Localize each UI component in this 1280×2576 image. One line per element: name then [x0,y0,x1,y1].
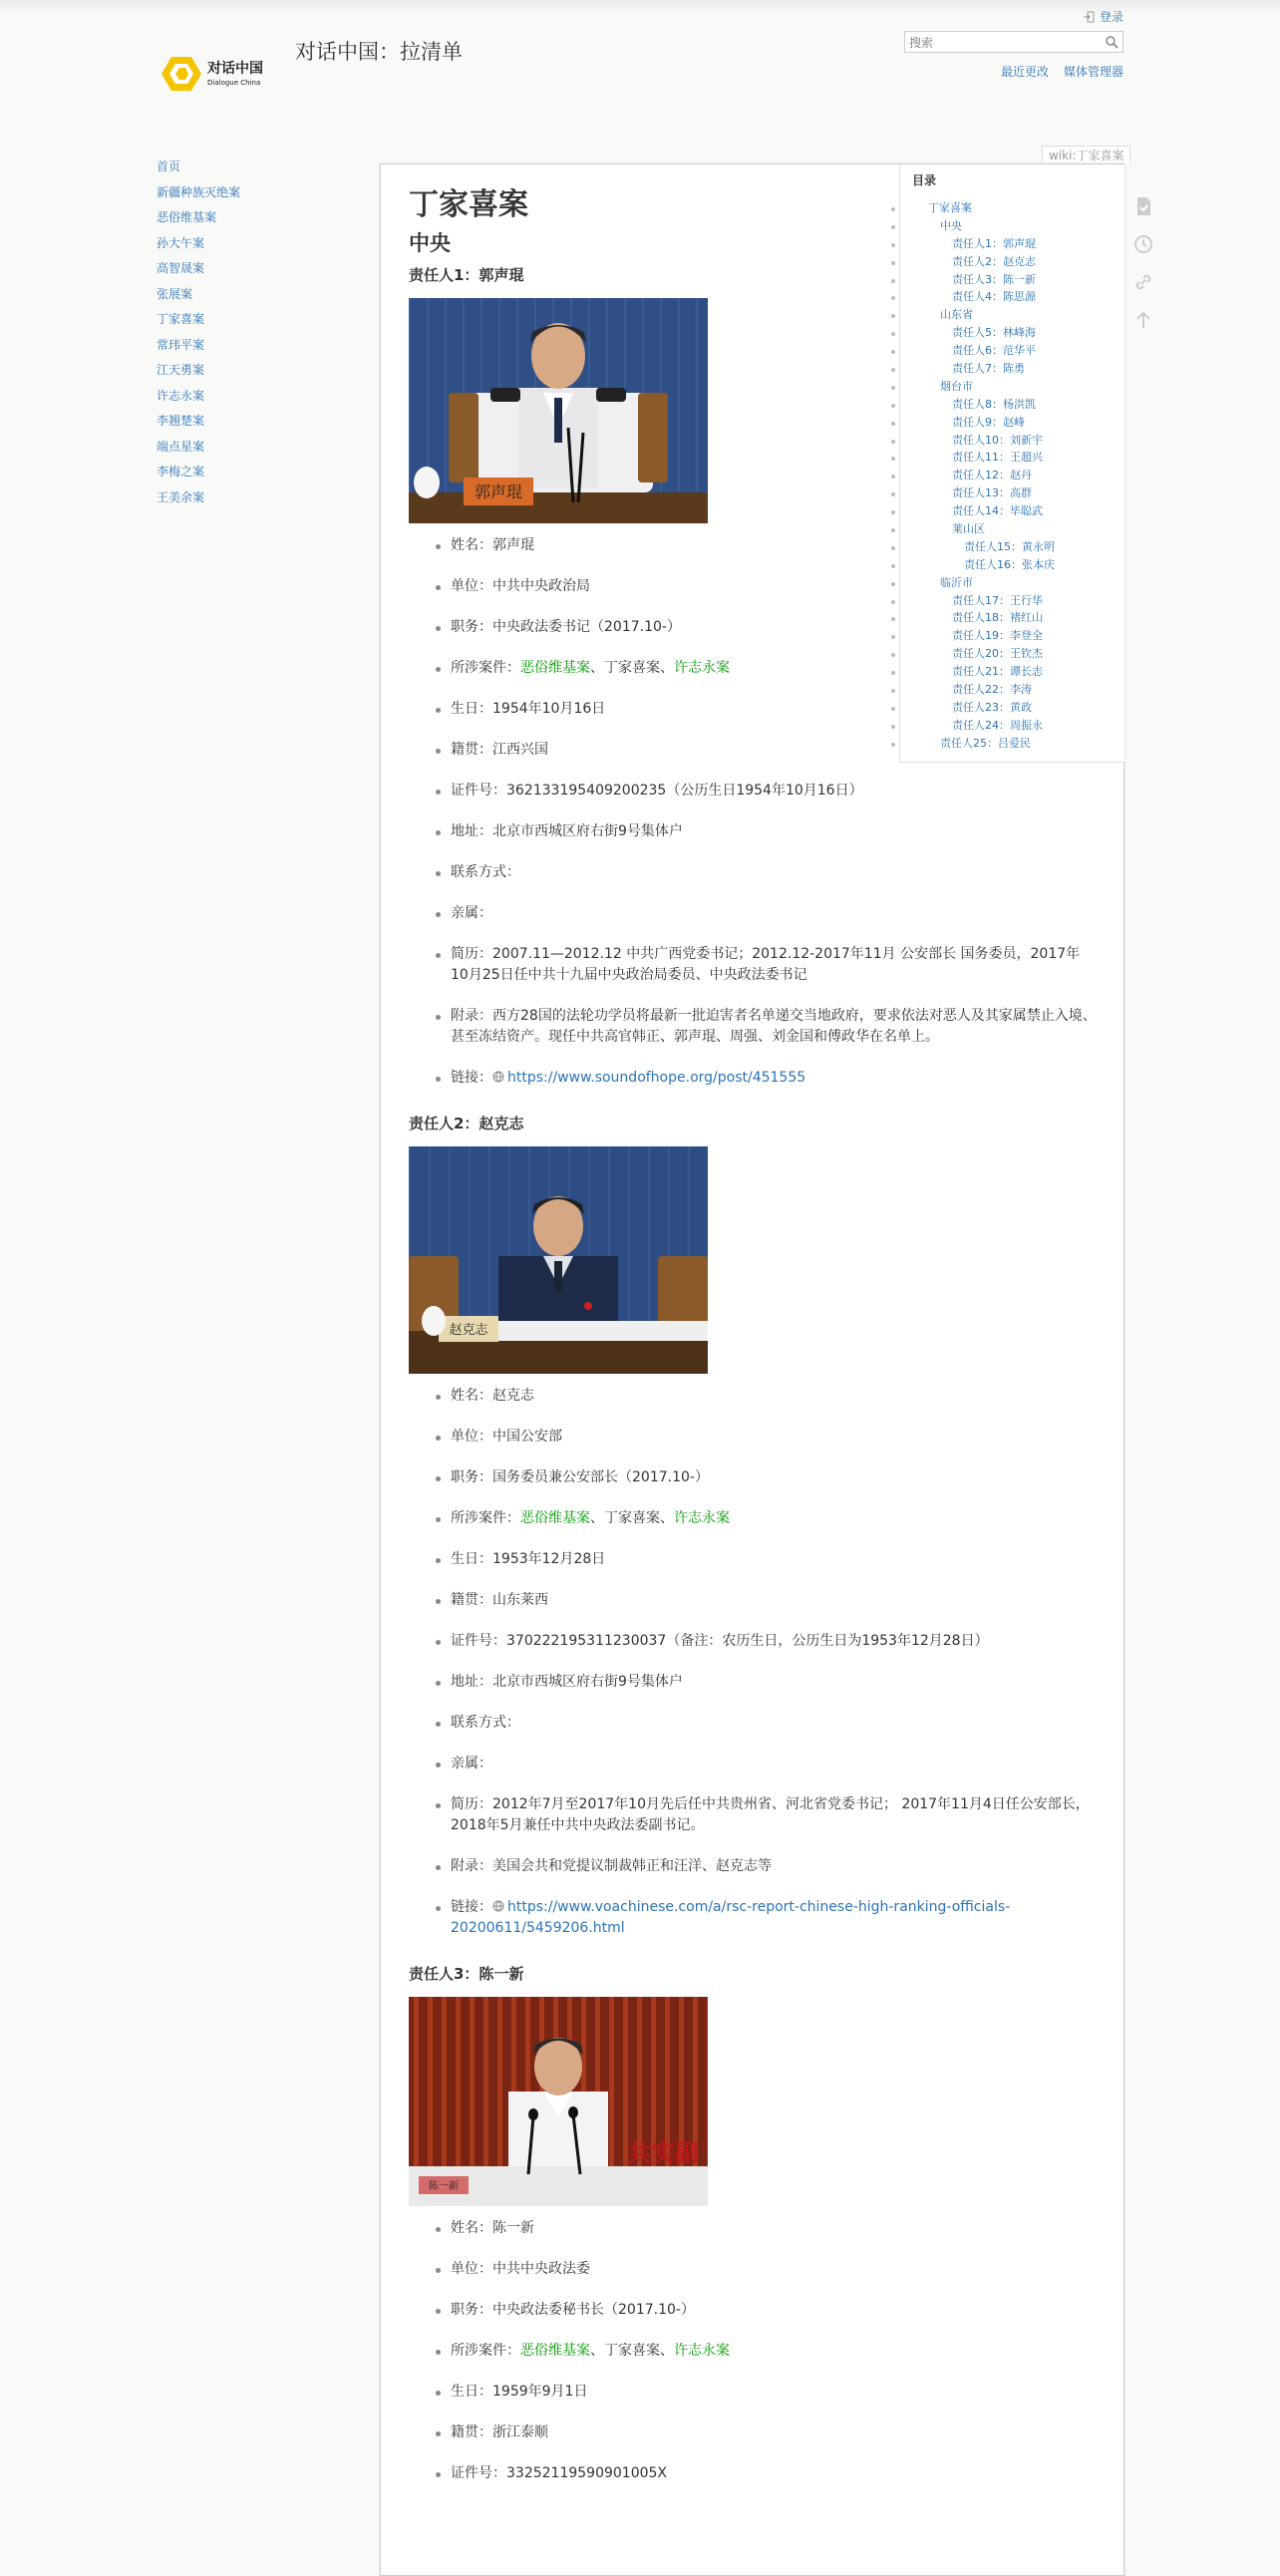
toc-item[interactable]: 责任人8：杨洪凯 [952,397,1036,411]
field-name: 姓名：陈一新 [451,2218,1097,2239]
toc-item[interactable]: 责任人2：赵克志 [952,254,1036,268]
toc-item[interactable]: 责任人24：周振永 [952,718,1043,732]
toc-item[interactable]: 责任人21：谭长志 [952,665,1043,679]
logo-text: 对话中国 [207,61,263,77]
toc-item[interactable]: 责任人6：范华平 [952,344,1036,358]
site-logo[interactable] [160,50,279,98]
toc-item[interactable]: 中央 [940,218,962,232]
official-photo-image [409,1997,708,2206]
toc-item[interactable]: 临沂市 [940,575,973,589]
toc-item[interactable]: 责任人3：陈一新 [952,272,1036,286]
toc-title[interactable]: 目录 [912,173,937,187]
field-birthday: 生日：1959年9月1日 [451,2382,1097,2403]
toc-item[interactable]: 责任人1：郭声琨 [952,236,1036,250]
toc-item[interactable]: 责任人16：张本庆 [964,557,1055,571]
toc-item[interactable]: 责任人23：黄政 [952,700,1032,714]
official-photo-image [409,1146,708,1374]
field-origin: 籍贯：江西兴国 [451,740,1097,761]
search-icon[interactable] [1105,35,1119,49]
field-id-number: 证件号：33252119590901005X [451,2463,1097,2484]
case-link-xu-zhiyong[interactable]: 许志永案 [674,1510,730,1526]
field-name: 姓名：赵克志 [451,1386,1097,1407]
toc-item[interactable]: 责任人17：王行华 [952,593,1043,607]
site-title[interactable]: 对话中国：拉清单 [295,40,463,64]
toc-item[interactable]: 责任人4：陈思源 [952,290,1036,304]
show-source-icon[interactable] [1132,195,1154,217]
wiki-page [380,163,1124,2576]
page-tools [1132,195,1154,347]
case-link-xu-zhiyong[interactable]: 许志永案 [674,2343,730,2359]
toc-item[interactable]: 责任人14：毕聪武 [952,504,1043,518]
case-link-esu-wiki[interactable]: 恶俗维基案 [520,660,590,676]
official-photo-image [409,298,708,523]
sidebar-item-xu-zhiyong[interactable]: 许志永案 [157,388,205,403]
field-resume: 简历：2007.11—2012.12 中共广西党委书记；2012.12-2017年11月 公安部长 国务委员，2017年10月25日任中共十九届中央政治局委员、中央政法委书记 [451,944,1097,986]
field-position: 职务：中央政法委书记（2017.10-） [451,617,1097,638]
nameplate-label: 赵克志 [449,1323,488,1338]
logo-subtext: Dialogue China [207,79,261,87]
external-link[interactable]: https://www.voachinese.com/a/rsc-report-chinese-high-ranking-officials-20200611/5459206.html [451,1899,1011,1936]
sidebar-item-ding-jiaxi[interactable]: 丁家喜案 [157,312,205,326]
media-manager-link[interactable]: 媒体管理器 [1063,65,1123,79]
case-link-esu-wiki[interactable]: 恶俗维基案 [520,1510,590,1526]
history-icon[interactable] [1132,233,1154,255]
toc-item[interactable]: 责任人18：褚红山 [952,611,1043,625]
case-link-esu-wiki[interactable]: 恶俗维基案 [520,2343,590,2359]
person-heading: 责任人3：陈一新 [409,1965,524,1983]
toc-item[interactable]: 山东省 [940,308,973,322]
field-relatives: 亲属： [451,903,1097,924]
sidebar-item-jiang-tianyong[interactable]: 江天勇案 [157,363,205,377]
sidebar-item-wang-meiyu[interactable]: 王美余案 [157,489,205,504]
case-link-xu-zhiyong[interactable]: 许志永案 [674,660,730,676]
toc-item[interactable]: 责任人13：高群 [952,486,1032,500]
nameplate-label: 陈一新 [429,2181,459,2192]
background-banner-text: 共实副 [627,2139,699,2167]
toc-item[interactable]: 责任人7：陈勇 [952,362,1025,376]
field-cases: 所涉案件：恶俗维基案、丁家喜案、许志永案 [451,658,1097,679]
person-heading: 责任人1：郭声琨 [409,266,524,284]
toc-item[interactable]: 责任人5：林峰海 [952,326,1036,340]
field-position: 职务：中央政法委秘书长（2017.10-） [451,2300,1097,2321]
logo-icon [160,50,279,98]
globe-icon [492,1900,504,1912]
toc-item[interactable]: 责任人10：刘新宇 [952,433,1043,447]
search-input[interactable] [905,33,1103,53]
globe-icon [492,1071,504,1083]
person-photo[interactable] [409,298,708,523]
field-position: 职务：国务委员兼公安部长（2017.10-） [451,1467,1097,1488]
field-id-number: 证件号：362133195409200235（公历生日1954年10月16日） [451,781,1097,802]
field-unit: 单位：中国公安部 [451,1427,1097,1448]
toc-item[interactable]: 责任人25：吕爱民 [940,736,1031,750]
field-birthday: 生日：1954年10月16日 [451,699,1097,720]
person-details [409,535,1097,1089]
field-unit: 单位：中共中央政法委 [451,2259,1097,2280]
toc-item[interactable]: 责任人12：赵丹 [952,469,1032,483]
toc-item[interactable]: 责任人22：李涛 [952,683,1032,697]
page-content [409,184,1097,2504]
field-birthday: 生日：1953年12月28日 [451,1549,1097,1570]
backlinks-icon[interactable] [1132,271,1154,293]
sidebar-item-chang-weiping[interactable]: 常玮平案 [157,337,205,352]
sidebar-item-xinjiang[interactable]: 新疆种族灭绝案 [157,184,241,199]
section-heading: 中央 [409,231,451,255]
toc-item[interactable]: 责任人11：王超兴 [952,451,1043,465]
toc-item[interactable]: 责任人20：王钦杰 [952,647,1043,661]
nameplate-label: 郭声琨 [474,483,523,501]
field-appendix: 附录：西方28国的法轮功学员将最新一批迫害者名单递交当地政府，要求依法对恶人及其家属禁止入境、甚至冻结资产。现任中共高官韩正、郭声琨、周强、刘金国和傅政华在名单上。 [451,1006,1097,1048]
site-tools [1001,63,1123,80]
person-photo[interactable] [409,1997,708,2206]
field-link: 链接： https://www.voachinese.com/a/rsc-report-chinese-high-ranking-officials-20200611/5459206.html [451,1897,1097,1939]
field-link: 链接： https://www.soundofhope.org/post/451555 [451,1068,1097,1089]
field-name: 姓名：郭声琨 [451,535,1097,556]
field-contact: 联系方式： [451,862,1097,883]
login-icon [1083,11,1095,23]
toc-item[interactable]: 莱山区 [952,522,985,536]
toc-item[interactable]: 烟台市 [940,379,973,393]
field-address: 地址：北京市西城区府右街9号集体户 [451,1672,1097,1693]
field-resume: 简历：2012年7月至2017年10月先后任中共贵州省、河北省党委书记； 2017年11月4日任公安部长，2018年5月兼任中共中央政法委副书记。 [451,1794,1097,1836]
external-link[interactable]: https://www.soundofhope.org/post/451555 [507,1070,806,1086]
field-cases: 所涉案件：恶俗维基案、丁家喜案、许志永案 [451,1508,1097,1529]
sidebar-item-gao-zhisheng[interactable]: 高智晟案 [157,261,205,275]
field-origin: 籍贯：山东莱西 [451,1590,1097,1611]
sidebar-item-home[interactable]: 首页 [157,160,181,173]
field-id-number: 证件号：370222195311230037（备注：农历生日，公历生日为1953年12月28日） [451,1631,1097,1652]
toc-item[interactable]: 责任人15：黄永明 [964,539,1055,553]
sidebar-item-zhang-zhan[interactable]: 张展案 [157,286,193,301]
sidebar-item-li-qiaochu[interactable]: 李翘楚案 [157,414,205,428]
field-cases: 所涉案件：恶俗维基案、丁家喜案、许志永案 [451,2341,1097,2362]
login-link[interactable] [1083,8,1123,25]
toc-item[interactable]: 责任人19：李登全 [952,629,1043,643]
page-id[interactable]: wiki:丁家喜案 [1042,146,1130,163]
search-box[interactable] [904,31,1123,53]
field-relatives: 亲属： [451,1754,1097,1774]
person-photo[interactable] [409,1146,708,1374]
sidebar-item-sun-dawu[interactable]: 孙大午案 [157,235,205,250]
person-details [409,2218,1097,2484]
toc-item[interactable]: 责任人9：赵峰 [952,415,1025,429]
sidebar-item-esu-wiki[interactable]: 恶俗维基案 [157,210,217,224]
back-to-top-icon[interactable] [1132,309,1154,331]
person-heading: 责任人2：赵克志 [409,1115,524,1132]
recent-changes-link[interactable]: 最近更改 [1000,65,1049,79]
login-label: 登录 [1099,10,1123,24]
field-origin: 籍贯：浙江泰顺 [451,2422,1097,2443]
field-address: 地址：北京市西城区府右街9号集体户 [451,821,1097,842]
sidebar [157,158,356,513]
field-unit: 单位：中共中央政治局 [451,576,1097,597]
field-contact: 联系方式： [451,1713,1097,1734]
field-appendix: 附录：美国会共和党提议制裁韩正和汪洋、赵克志等 [451,1856,1097,1877]
sidebar-item-terminus2049[interactable]: 端点星案 [157,439,205,454]
sidebar-item-li-meizhi[interactable]: 李梅之案 [157,465,205,479]
toc-item[interactable]: 丁家喜案 [928,201,972,214]
person-details [409,1386,1097,1939]
page-title: 丁家喜案 [409,187,528,222]
